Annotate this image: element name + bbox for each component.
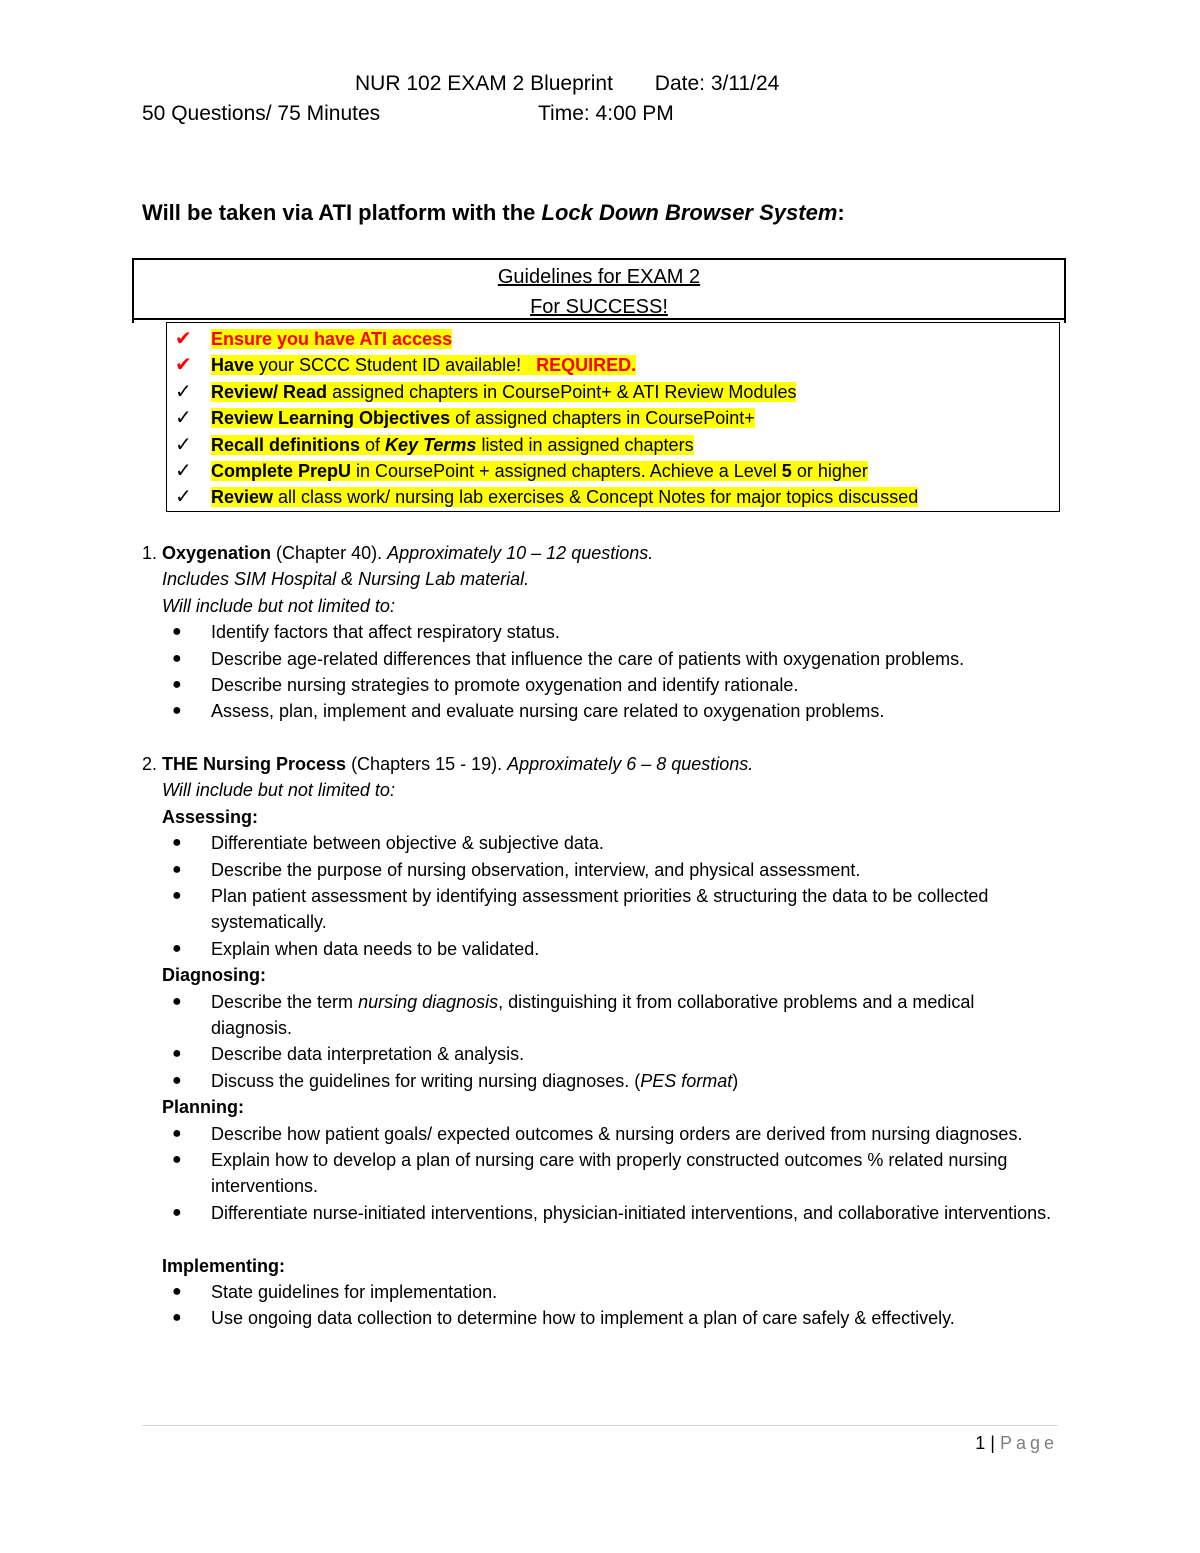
check-icon: ✓ [175,380,192,403]
list-item [142,1305,1081,1331]
bullet-icon: ● [172,1124,182,1142]
required-label: REQUIRED. [536,355,637,376]
section-approx: Approximately 10 – 12 questions. [387,543,654,563]
list-item-text: Describe the purpose of nursing observation, interview, and physical assessment. [211,859,861,880]
section-heading [142,540,1081,566]
section-number: 2. [142,754,158,774]
subheading-implementing: Implementing: [162,1255,286,1276]
list-item [142,1147,1041,1200]
section-includes: Includes SIM Hospital & Nursing Lab material. [162,569,530,590]
exam-time: Time: 4:00 PM [538,102,674,125]
list-item-text: Differentiate nurse-initiated interventions, physician-initiated interventions, and collaborative interventions. [211,1202,1052,1223]
section-number: 1. [142,543,158,563]
subheading-assessing: Assessing: [162,806,259,827]
section-approx: Approximately 6 – 8 questions. [507,754,754,774]
checklist-bold: Review/ Read [211,381,328,402]
list-item-text: , distinguishing it from collaborative problems and a medical diagnosis. [211,991,975,1039]
checklist-item [175,379,1059,405]
section-nursing-process [142,751,1081,1332]
checklist-text: all class work/ nursing lab exercises & Concept Notes for major topics discussed [273,487,919,508]
bullet-icon: ● [172,649,182,667]
section-chapter: (Chapter 40). [271,543,388,563]
exam-questions: 50 Questions/ 75 Minutes [142,102,381,125]
list-item [142,883,1001,936]
bullet-icon: ● [172,1309,182,1327]
checklist-level: 5 [781,460,792,481]
bullet-list [142,830,1081,962]
section-chapter: (Chapters 15 - 19). [346,754,508,774]
list-item [142,619,1081,645]
box-edge-left [132,320,134,323]
checklist-bold: Review Learning Objectives [211,408,451,429]
bullet-icon: ● [172,992,182,1010]
checklist-item [175,458,1059,484]
checklist-bold: Have [211,355,255,376]
guidelines-checklist [166,322,1060,512]
bullet-list [142,1279,1081,1332]
platform-statement [142,200,845,226]
section-heading [142,751,1081,777]
bullet-icon: ● [172,623,182,641]
bullet-icon: ● [172,834,182,852]
list-item [142,857,1081,883]
bullet-icon: ● [172,702,182,720]
bullet-list [142,989,1081,1095]
platform-suffix: : [837,200,845,225]
list-item [142,672,1081,698]
checklist-bold: Ensure you have ATI access [211,329,453,349]
box-edge-right [1064,320,1066,323]
list-item-text: Explain how to develop a plan of nursing care with properly constructed outcomes % related nursing interventions. [211,1150,1008,1197]
check-icon: ✓ [175,459,192,482]
list-item-text: Identify factors that affect respiratory status. [211,622,560,643]
list-item-text: Describe age-related differences that influence the care of patients with oxygenation problems. [211,648,965,669]
footer-separator: | [990,1433,995,1453]
section-oxygenation [142,540,1081,725]
list-item-text: Differentiate between objective & subjective data. [211,833,604,854]
exam-date: Date: 3/11/24 [654,72,780,95]
section-title: THE Nursing Process [162,754,347,774]
guidelines-title-box [132,258,1066,320]
section-title: Oxygenation [162,543,272,563]
subheading-diagnosing: Diagnosing: [162,965,266,986]
platform-system: Lock Down Browser System [541,200,838,225]
bullet-icon: ● [172,675,182,693]
list-item [142,1279,1081,1305]
bullet-list [142,619,1081,725]
checklist-bold: Review [211,487,274,508]
list-item-text: Plan patient assessment by identifying assessment priorities & structuring the data to be collected systematically. [211,886,989,933]
list-item [142,989,1011,1042]
checklist-item [175,432,1059,458]
exam-details-line [142,102,842,126]
list-item [142,1068,1081,1094]
bullet-icon: ● [172,1071,182,1089]
bullet-icon: ● [172,1203,182,1221]
list-item-text: Describe how patient goals/ expected outcomes & nursing orders are derived from nursing diagnoses. [211,1123,1023,1144]
guidelines-subtitle: For SUCCESS! [530,296,668,318]
list-item-italic: PES format [640,1070,733,1091]
bullet-icon: ● [172,1283,182,1301]
list-item-text: Use ongoing data collection to determine how to implement a plan of care safely & effectively. [211,1308,955,1329]
check-icon: ✓ [175,433,192,456]
list-item-text: ) [732,1070,739,1091]
checklist-text: assigned chapters in CoursePoint+ & ATI Review Modules [327,381,797,402]
exam-title-line [355,72,779,96]
list-item [142,698,1081,724]
bullet-list [142,1121,1081,1227]
check-icon: ✔ [175,354,192,377]
bullet-icon: ● [172,1045,182,1063]
subheading-planning: Planning: [162,1097,244,1118]
list-item [142,936,1081,962]
check-icon: ✓ [175,407,192,430]
bullet-icon: ● [172,860,182,878]
check-icon: ✓ [175,486,192,509]
checklist-key-terms: Key Terms [385,434,477,455]
checklist-text: of [360,434,386,455]
guidelines-title: Guidelines for EXAM 2 [497,266,701,288]
checklist-bold: Recall definitions [211,434,361,455]
bullet-icon: ● [172,939,182,957]
list-item-text: Assess, plan, implement and evaluate nursing care related to oxygenation problems. [211,701,885,722]
bullet-icon: ● [172,1151,182,1169]
exam-title: NUR 102 EXAM 2 Blueprint [355,72,613,95]
checklist-bold: Complete PrepU [211,460,352,481]
checklist-text: of assigned chapters in CoursePoint+ [450,408,755,429]
page-label: Page [999,1433,1058,1453]
checklist-text: listed in assigned chapters [476,434,694,455]
list-item-text: Describe data interpretation & analysis. [211,1044,525,1065]
checklist-item [175,405,1059,431]
footer-divider [142,1425,1058,1426]
list-item [142,1121,1026,1147]
section-will-include: Will include but not limited to: [162,780,395,801]
list-item [142,646,1081,672]
bullet-icon: ● [172,887,182,904]
checklist-text: your SCCC Student ID available! [254,355,537,376]
check-icon: ✔ [175,328,192,350]
checklist-text: in CoursePoint + assigned chapters. Achieve a Level [351,460,782,481]
checklist-text: or higher [791,460,868,481]
list-item-text: Describe the term [211,991,359,1012]
list-item [142,1200,1061,1226]
list-item [142,830,1081,856]
list-item-text: State guidelines for implementation. [211,1282,498,1303]
section-will-include: Will include but not limited to: [162,595,395,616]
checklist-item [175,484,1059,510]
checklist-item [175,326,1059,352]
list-item [142,1041,1081,1067]
page-number: 1 [975,1433,986,1453]
platform-prefix: Will be taken via ATI platform with the [142,200,542,225]
list-item-text: Describe nursing strategies to promote oxygenation and identify rationale. [211,674,799,695]
list-item-italic: nursing diagnosis [358,991,499,1012]
page-footer [975,1433,1058,1454]
list-item-text: Discuss the guidelines for writing nursing diagnoses. ( [211,1070,641,1091]
checklist-item [175,352,1059,378]
list-item-text: Explain when data needs to be validated. [211,938,540,959]
